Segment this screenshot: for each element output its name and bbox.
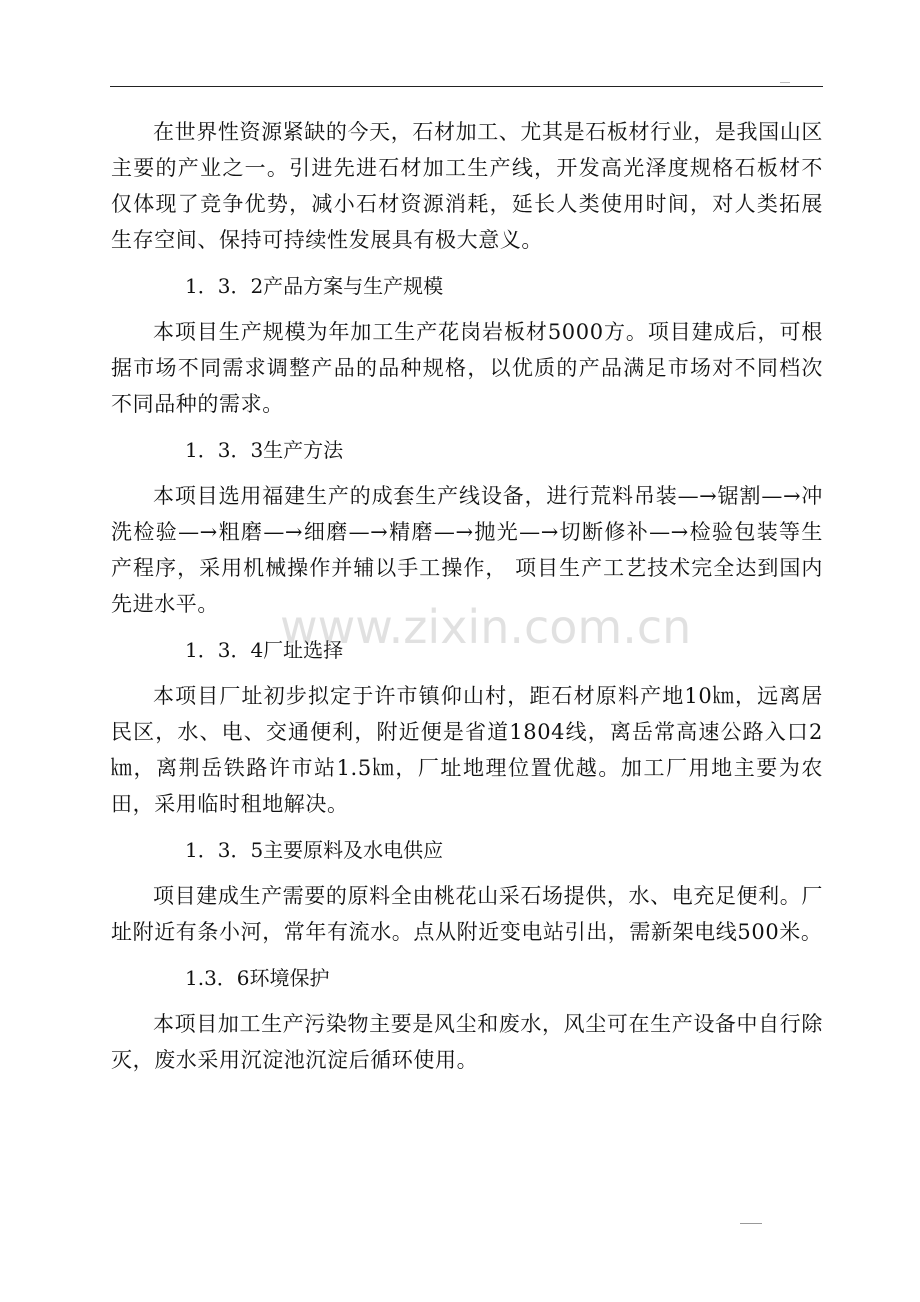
footer-mark (740, 1223, 762, 1224)
paragraph-environment: 本项目加工生产污染物主要是风尘和废水，风尘可在生产设备中自行除灭，废水采用沉淀池沉淀后循环使用。 (111, 1012, 823, 1072)
paragraph-production-method: 本项目选用福建生产的成套生产线设备，进行荒料吊装—→锯割—→冲洗检验—→粗磨—→细磨—→精磨—→抛光—→切断修补—→检验包装等生产程序，采用机械操作并辅以手工操作， 项目生产工艺技术完全达到国内先进水平。 (111, 484, 823, 616)
header-rule (110, 86, 823, 87)
paragraph-materials-utilities: 项目建成生产需要的原料全由桃花山采石场提供，水、电充足便利。厂址附近有条小河，常年有流水。点从附近变电站引出，需新架电线500米。 (111, 884, 823, 944)
section-heading-1-3-4: 1．3．4厂址选择 (185, 638, 344, 662)
section-heading-1-3-6: 1.3．6环境保护 (185, 966, 330, 990)
paragraph-product-plan: 本项目生产规模为年加工生产花岗岩板材5000方。项目建成后，可根据市场不同需求调整产品的品种规格，以优质的产品满足市场对不同档次不同品种的需求。 (111, 320, 823, 416)
header-mark (780, 82, 790, 83)
paragraph-intro: 在世界性资源紧缺的今天，石材加工、尤其是石板材行业，是我国山区主要的产业之一。引进先进石材加工生产线，开发高光泽度规格石板材不仅体现了竞争优势，减小石材资源消耗，延长人类使用时间，对人类拓展生存空间、保持可持续性发展具有极大意义。 (111, 120, 823, 252)
section-heading-1-3-5: 1．3．5主要原料及水电供应 (185, 838, 444, 862)
section-heading-1-3-3: 1．3．3生产方法 (185, 438, 344, 462)
document-body (111, 114, 823, 1078)
watermark: www.zixin.com.cn (280, 600, 692, 654)
section-heading-1-3-2: 1．3．2产品方案与生产规模 (185, 274, 444, 298)
paragraph-site-selection: 本项目厂址初步拟定于许市镇仰山村，距石材原料产地10㎞，远离居民区，水、电、交通便利，附近便是省道1804线，离岳常高速公路入口2㎞，离荆岳铁路许市站1.5㎞，厂址地理位置优越。加工厂用地主要为农田，采用临时租地解决。 (111, 684, 823, 816)
